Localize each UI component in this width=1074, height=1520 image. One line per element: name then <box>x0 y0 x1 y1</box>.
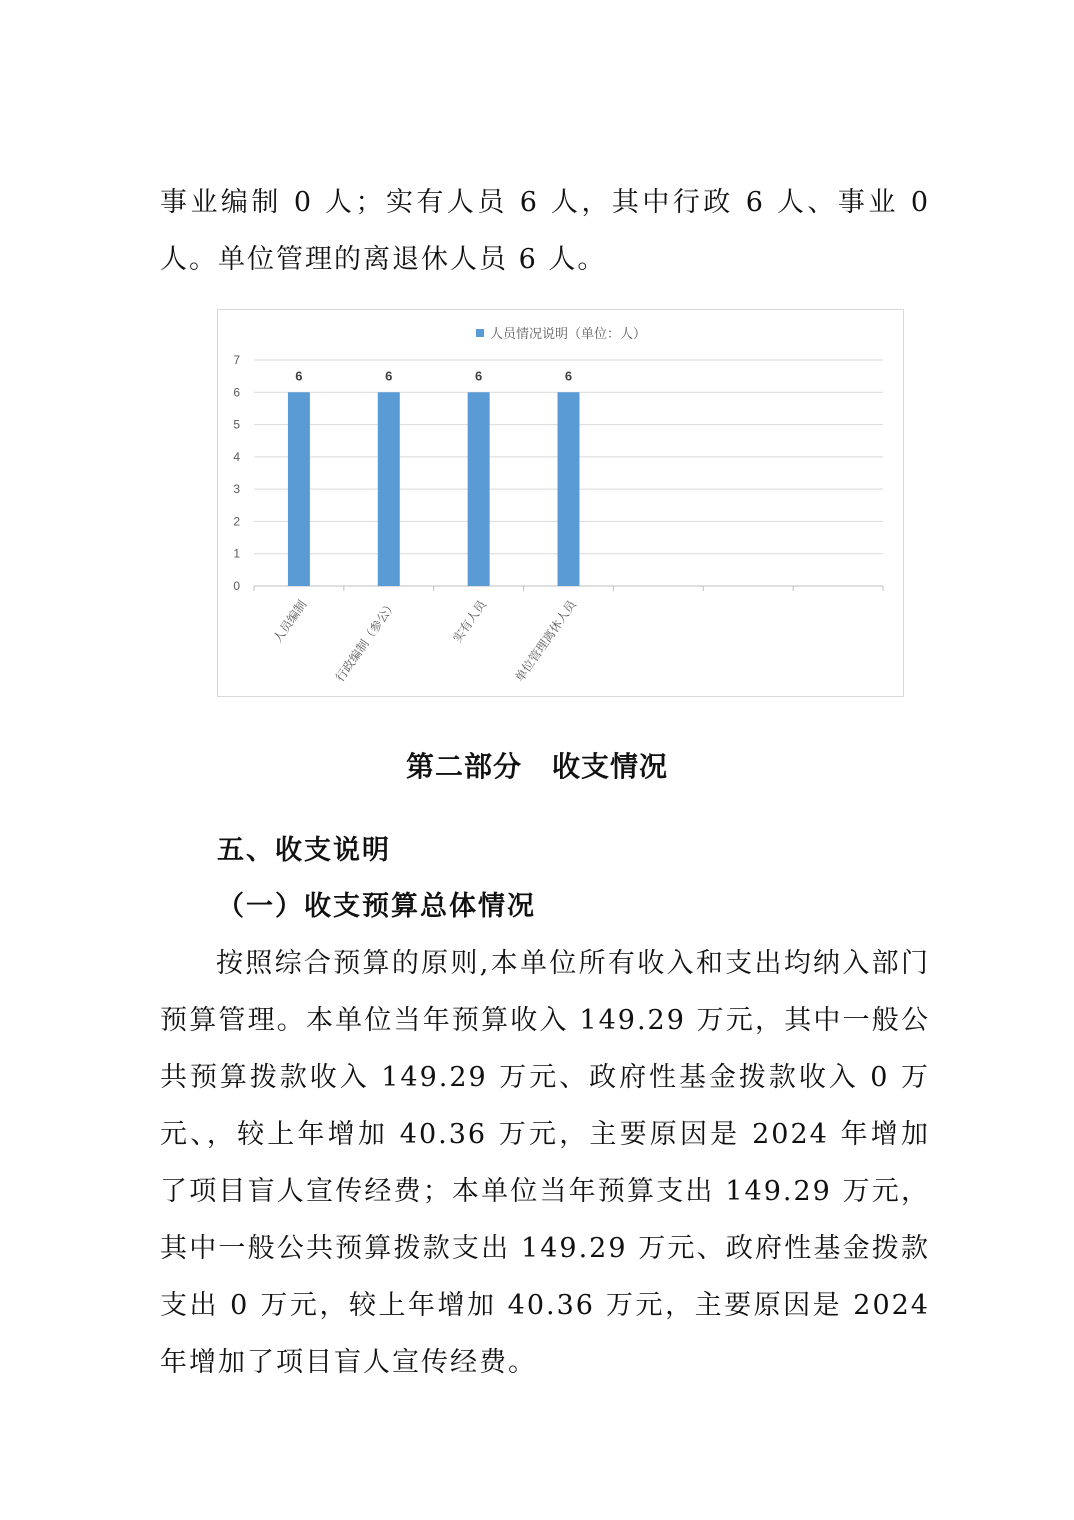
legend-label: 人员情况说明（单位：人） <box>490 327 647 342</box>
bar <box>468 392 490 586</box>
staff-bar-chart <box>217 309 904 697</box>
bar <box>558 392 580 586</box>
data-label: 6 <box>475 368 483 384</box>
y-tick-label: 5 <box>233 417 240 432</box>
y-tick-label: 1 <box>233 546 240 561</box>
data-label: 6 <box>564 368 573 384</box>
chart-svg <box>218 310 903 696</box>
intro-paragraph: 事业编制 0 人；实有人员 6 人，其中行政 6 人、事业 0 人。单位管理的离退休人员 6 人。 <box>160 187 930 275</box>
y-tick-label: 4 <box>233 449 240 464</box>
section-title <box>0 745 1074 785</box>
category-label: 实有人员 <box>450 597 490 646</box>
section-name: 收支情况 <box>552 750 669 783</box>
subheading-one: （一）收支预算总体情况 <box>217 891 536 922</box>
data-label: 6 <box>295 368 303 384</box>
bar <box>378 392 400 586</box>
heading-five: 五、收支说明 <box>217 835 391 866</box>
section-part: 第二部分 <box>405 750 522 783</box>
budget-paragraph: 按照综合预算的原则,本单位所有收入和支出均纳入部门预算管理。本单位当年预算收入 149.29 万元，其中一般公共预算拨款收入 149.29 万元、政府性基金拨款收入 0 万元、，较上年增加 40.36 万元，主要原因是 2024 年增加了项目盲人宣传经费；本单位当年预算支出 149.29 万元，其中一般公共预算拨款支出 149.29 万元、政府性基金拨款支出 0 万元，较上年增加 40.36 万元，主要原因是 2024 年增加了项目盲人宣传经费。 <box>160 948 930 1378</box>
y-tick-label: 7 <box>233 353 240 367</box>
y-tick-label: 0 <box>233 579 240 593</box>
legend-swatch <box>476 329 484 337</box>
data-label: 6 <box>385 368 393 384</box>
bar <box>288 392 310 586</box>
y-tick-label: 3 <box>233 482 240 497</box>
y-tick-label: 2 <box>233 514 240 529</box>
category-label: 行政编制（参公） <box>332 597 400 685</box>
category-label: 人员编制 <box>270 597 310 646</box>
y-tick-label: 6 <box>233 385 240 400</box>
category-label: 单位管理离休人员 <box>512 597 579 685</box>
